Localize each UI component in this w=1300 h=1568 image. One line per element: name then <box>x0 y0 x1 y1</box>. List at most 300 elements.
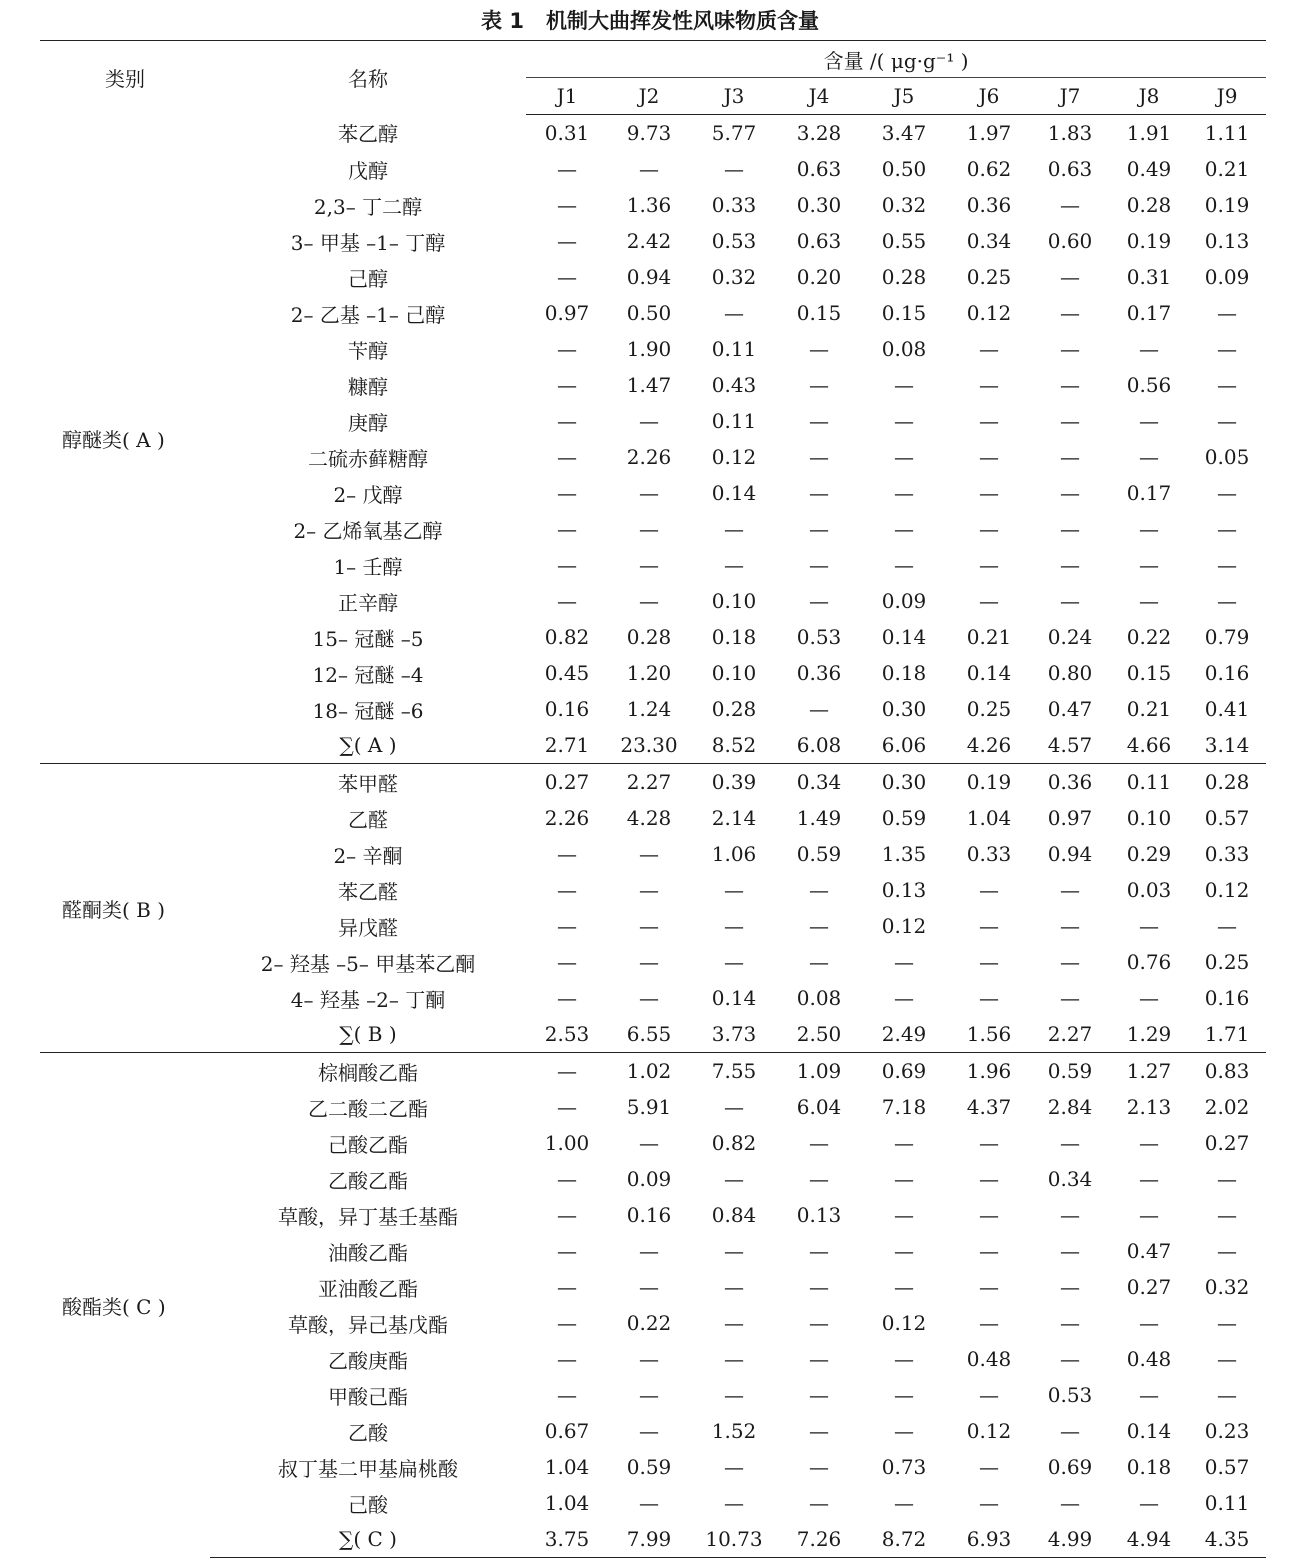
value-cell: 1.11 <box>1204 121 1250 145</box>
value-cell: — <box>724 1347 744 1371</box>
value-cell: 2.84 <box>1047 1095 1093 1119</box>
value-cell: — <box>724 878 744 902</box>
value-cell: — <box>894 553 914 577</box>
value-cell: 0.36 <box>796 661 842 685</box>
value-cell: 2.71 <box>544 733 590 757</box>
value-cell: — <box>557 409 577 433</box>
table-number: 表 1 <box>481 9 524 33</box>
compound-name: 糠醇 <box>348 374 388 399</box>
table-row <box>40 980 1266 1016</box>
value-cell: — <box>557 265 577 289</box>
value-cell: — <box>1139 1311 1159 1335</box>
value-cell: — <box>894 1275 914 1299</box>
value-cell: — <box>1217 1347 1238 1371</box>
value-cell: — <box>724 1095 744 1119</box>
table-title <box>0 8 1300 34</box>
value-cell: 4.35 <box>1188 1521 1266 1558</box>
value-cell: — <box>639 878 659 902</box>
value-cell: — <box>1217 1311 1238 1335</box>
value-cell: — <box>724 517 744 541</box>
value-cell: 0.25 <box>1204 950 1250 974</box>
value-cell: — <box>894 1491 914 1515</box>
table-row <box>40 872 1266 908</box>
value-cell: 0.34 <box>1047 1167 1093 1191</box>
value-cell: 7.99 <box>608 1521 690 1558</box>
table-row <box>40 908 1266 944</box>
value-cell: — <box>557 229 577 253</box>
value-cell: 0.45 <box>544 661 590 685</box>
table-row <box>40 1016 1266 1053</box>
value-cell: — <box>809 1419 829 1443</box>
value-cell: 1.36 <box>626 193 672 217</box>
value-cell: 0.49 <box>1126 157 1172 181</box>
value-cell: — <box>639 1347 659 1371</box>
value-cell: — <box>557 986 577 1010</box>
value-cell: 0.08 <box>796 986 842 1010</box>
value-cell: — <box>639 1131 659 1155</box>
value-cell: — <box>809 373 829 397</box>
value-cell: 0.20 <box>796 265 842 289</box>
value-cell: 0.12 <box>1204 878 1250 902</box>
compound-name: 15– 冠醚 –5 <box>312 626 424 651</box>
value-cell: — <box>1060 193 1080 217</box>
value-cell: 1.71 <box>1204 1022 1250 1046</box>
value-cell: — <box>979 1203 999 1227</box>
compound-name: 油酸乙酯 <box>328 1240 408 1265</box>
value-cell: — <box>639 517 659 541</box>
value-cell: 0.25 <box>966 265 1012 289</box>
value-cell: 0.14 <box>711 986 757 1010</box>
header-sample-j3: J3 <box>690 78 778 115</box>
compound-name: 叔丁基二甲基扁桃酸 <box>278 1456 458 1481</box>
value-cell: 2.02 <box>1204 1095 1250 1119</box>
value-cell: 0.73 <box>881 1455 927 1479</box>
value-cell: 0.50 <box>626 301 672 325</box>
compound-name: 2– 羟基 –5– 甲基苯乙酮 <box>260 951 476 976</box>
value-cell: — <box>1060 481 1080 505</box>
value-cell: 0.59 <box>626 1455 672 1479</box>
value-cell: — <box>1060 1203 1080 1227</box>
value-cell: — <box>557 517 577 541</box>
value-cell: — <box>724 1167 744 1191</box>
value-cell: 4.94 <box>1110 1521 1188 1558</box>
value-cell: 0.28 <box>881 265 927 289</box>
value-cell: 0.62 <box>966 157 1012 181</box>
compound-name: 亚油酸乙酯 <box>318 1276 418 1301</box>
compound-name: 2– 辛酮 <box>333 843 403 868</box>
table-row <box>40 764 1266 801</box>
compound-name: 乙醛 <box>348 807 388 832</box>
compound-name: 18– 冠醚 –6 <box>312 698 424 723</box>
value-cell: 1.04 <box>544 1491 590 1515</box>
value-cell: — <box>557 1095 577 1119</box>
value-cell: — <box>1139 409 1159 433</box>
table-row <box>40 1485 1266 1521</box>
value-cell: — <box>724 950 744 974</box>
value-cell: 0.12 <box>966 1419 1012 1443</box>
value-cell: 0.12 <box>966 301 1012 325</box>
value-cell: 4.57 <box>1047 733 1093 757</box>
value-cell: 1.52 <box>711 1419 757 1443</box>
value-cell: 10.73 <box>690 1521 778 1558</box>
header-category: 类别 <box>40 41 210 115</box>
value-cell: — <box>1217 481 1238 505</box>
value-cell: 2.27 <box>608 764 690 801</box>
table-row <box>40 223 1266 259</box>
value-cell: 0.27 <box>1204 1131 1250 1155</box>
value-cell: — <box>979 986 999 1010</box>
value-cell: 0.10 <box>711 661 757 685</box>
value-cell: 0.55 <box>881 229 927 253</box>
value-cell: — <box>1060 337 1080 361</box>
table-row <box>40 1521 1266 1558</box>
value-cell: — <box>1217 589 1238 613</box>
value-cell: — <box>1060 1419 1080 1443</box>
value-cell: — <box>1217 301 1238 325</box>
value-cell: 6.55 <box>626 1022 672 1046</box>
value-cell: 0.15 <box>1126 661 1172 685</box>
table-row <box>40 1449 1266 1485</box>
value-cell: 0.12 <box>881 914 927 938</box>
value-cell: 6.04 <box>796 1095 842 1119</box>
compound-name: 棕榈酸乙酯 <box>210 1053 526 1090</box>
value-cell: — <box>526 1053 608 1090</box>
value-cell: — <box>894 481 914 505</box>
compound-name: 己醇 <box>348 266 388 291</box>
value-cell: 0.33 <box>966 842 1012 866</box>
table-row <box>40 800 1266 836</box>
value-cell: 0.19 <box>1126 229 1172 253</box>
header-sample-j9: J9 <box>1188 78 1266 115</box>
value-cell: — <box>1060 1311 1080 1335</box>
value-cell: — <box>1139 337 1159 361</box>
value-cell: 0.11 <box>711 337 757 361</box>
value-cell: — <box>809 589 829 613</box>
value-cell: 0.31 <box>1126 265 1172 289</box>
compound-name: 苯乙醛 <box>338 879 398 904</box>
value-cell: — <box>724 157 744 181</box>
value-cell: 4.99 <box>1030 1521 1110 1558</box>
value-cell: 3.73 <box>711 1022 757 1046</box>
table-row <box>40 1233 1266 1269</box>
value-cell: 0.56 <box>1126 373 1172 397</box>
value-cell: 1.06 <box>711 842 757 866</box>
value-cell: — <box>809 409 829 433</box>
value-cell: 0.28 <box>1126 193 1172 217</box>
value-cell: — <box>979 445 999 469</box>
value-cell: — <box>724 1491 744 1515</box>
value-cell: — <box>1217 553 1238 577</box>
value-cell: — <box>639 986 659 1010</box>
value-cell: 1.00 <box>544 1131 590 1155</box>
compound-name: 2,3– 丁二醇 <box>313 194 423 219</box>
header-sample-j7: J7 <box>1030 78 1110 115</box>
table-row <box>40 403 1266 439</box>
value-cell: — <box>809 914 829 938</box>
value-cell: — <box>1060 265 1080 289</box>
value-cell: 0.34 <box>778 764 860 801</box>
value-cell: 0.14 <box>1126 1419 1172 1443</box>
value-cell: — <box>1060 445 1080 469</box>
table-row <box>40 1197 1266 1233</box>
value-cell: 8.72 <box>860 1521 948 1558</box>
value-cell: 0.69 <box>860 1053 948 1090</box>
value-cell: 0.14 <box>711 481 757 505</box>
value-cell: — <box>809 337 829 361</box>
value-cell: 0.22 <box>1126 625 1172 649</box>
value-cell: — <box>724 1275 744 1299</box>
value-cell: — <box>979 950 999 974</box>
compound-name: 甲酸己酯 <box>328 1384 408 1409</box>
value-cell: — <box>1139 1131 1159 1155</box>
value-cell: 0.82 <box>544 625 590 649</box>
value-cell: — <box>809 517 829 541</box>
header-sample-j5: J5 <box>860 78 948 115</box>
value-cell: — <box>639 553 659 577</box>
value-cell: 5.91 <box>626 1095 672 1119</box>
value-cell: — <box>557 878 577 902</box>
value-cell: 3.14 <box>1204 733 1250 757</box>
table-row <box>40 944 1266 980</box>
value-cell: 0.50 <box>881 157 927 181</box>
value-cell: 0.41 <box>1204 697 1250 721</box>
value-cell: 0.97 <box>1047 806 1093 830</box>
compound-name: 2– 乙基 –1– 己醇 <box>290 302 446 327</box>
table-row <box>40 1377 1266 1413</box>
value-cell: — <box>1060 1491 1080 1515</box>
value-cell: 2.26 <box>544 806 590 830</box>
volatile-flavor-table <box>40 40 1266 1558</box>
table-row <box>40 1053 1266 1090</box>
value-cell: — <box>639 589 659 613</box>
value-cell: 7.55 <box>690 1053 778 1090</box>
compound-name: 乙酸 <box>348 1420 388 1445</box>
value-cell: — <box>894 1347 914 1371</box>
compound-name: 乙酸乙酯 <box>328 1168 408 1193</box>
category-cell: 酸酯类( C ) <box>40 1053 210 1558</box>
value-cell: — <box>1060 1131 1080 1155</box>
value-cell: — <box>1139 1203 1159 1227</box>
value-cell: 0.59 <box>881 806 927 830</box>
header-sample-j6: J6 <box>948 78 1030 115</box>
value-cell: — <box>1217 337 1238 361</box>
table-row <box>40 151 1266 187</box>
value-cell: 2.14 <box>711 806 757 830</box>
value-cell: — <box>979 1491 999 1515</box>
value-cell: — <box>557 1167 577 1191</box>
table-row <box>40 836 1266 872</box>
value-cell: 0.08 <box>881 337 927 361</box>
compound-name: 庚醇 <box>348 410 388 435</box>
table-row <box>40 439 1266 475</box>
table-row <box>40 475 1266 511</box>
value-cell: 1.97 <box>966 121 1012 145</box>
value-cell: 0.27 <box>1126 1275 1172 1299</box>
value-cell: 0.28 <box>1188 764 1266 801</box>
value-cell: — <box>894 1383 914 1407</box>
value-cell: — <box>979 914 999 938</box>
value-cell: — <box>1217 517 1238 541</box>
value-cell: 0.25 <box>966 697 1012 721</box>
value-cell: 0.28 <box>626 625 672 649</box>
value-cell: — <box>979 1455 999 1479</box>
value-cell: 0.19 <box>948 764 1030 801</box>
compound-name: 正辛醇 <box>338 590 398 615</box>
value-cell: — <box>639 842 659 866</box>
value-cell: 0.23 <box>1204 1419 1250 1443</box>
value-cell: — <box>724 1383 744 1407</box>
table-row <box>40 1305 1266 1341</box>
table-row <box>40 367 1266 403</box>
value-cell: — <box>894 409 914 433</box>
value-cell: 0.27 <box>526 764 608 801</box>
value-cell: 1.09 <box>778 1053 860 1090</box>
compound-name: 戊醇 <box>348 158 388 183</box>
value-cell: 0.53 <box>796 625 842 649</box>
value-cell: — <box>894 1131 914 1155</box>
value-cell: 0.34 <box>966 229 1012 253</box>
value-cell: — <box>639 1491 659 1515</box>
value-cell: — <box>639 1419 659 1443</box>
value-cell: 2.13 <box>1126 1095 1172 1119</box>
value-cell: — <box>639 157 659 181</box>
value-cell: 5.77 <box>711 121 757 145</box>
value-cell: — <box>1060 878 1080 902</box>
value-cell: 0.30 <box>881 697 927 721</box>
value-cell: 0.16 <box>1204 661 1250 685</box>
value-cell: 0.15 <box>881 301 927 325</box>
value-cell: — <box>979 1383 999 1407</box>
compound-name: 己酸乙酯 <box>328 1132 408 1157</box>
compound-name: 苯甲醛 <box>210 764 526 801</box>
value-cell: — <box>1060 589 1080 613</box>
value-cell: 0.09 <box>626 1167 672 1191</box>
table-row <box>40 1341 1266 1377</box>
value-cell: — <box>639 481 659 505</box>
value-cell: 0.09 <box>1204 265 1250 289</box>
value-cell: 1.49 <box>796 806 842 830</box>
compound-name: 2– 戊醇 <box>333 482 403 507</box>
value-cell: 0.39 <box>690 764 778 801</box>
value-cell: — <box>1060 409 1080 433</box>
value-cell: 1.27 <box>1110 1053 1188 1090</box>
value-cell: 0.30 <box>796 193 842 217</box>
value-cell: 0.09 <box>881 589 927 613</box>
value-cell: 0.12 <box>711 445 757 469</box>
value-cell: 0.10 <box>1126 806 1172 830</box>
value-cell: 2.27 <box>1047 1022 1093 1046</box>
value-cell: — <box>809 1311 829 1335</box>
value-cell: — <box>1060 373 1080 397</box>
value-cell: — <box>1060 986 1080 1010</box>
category-cell: 醇醚类( A ) <box>62 428 165 453</box>
table-row <box>40 655 1266 691</box>
value-cell: 4.26 <box>966 733 1012 757</box>
compound-name: ∑( B ) <box>339 1022 397 1046</box>
value-cell: — <box>1217 1239 1238 1263</box>
header-sample-j8: J8 <box>1110 78 1188 115</box>
value-cell: 1.04 <box>966 806 1012 830</box>
value-cell: 0.11 <box>1110 764 1188 801</box>
value-cell: — <box>724 1311 744 1335</box>
value-cell: 3.75 <box>526 1521 608 1558</box>
value-cell: — <box>1139 1167 1159 1191</box>
value-cell: — <box>1139 517 1159 541</box>
value-cell: — <box>1060 950 1080 974</box>
value-cell: — <box>1060 1275 1080 1299</box>
value-cell: — <box>557 1347 577 1371</box>
value-cell: 0.03 <box>1126 878 1172 902</box>
table-row <box>40 691 1266 727</box>
value-cell: — <box>809 1275 829 1299</box>
value-cell: 0.57 <box>1204 1455 1250 1479</box>
value-cell: 4.28 <box>626 806 672 830</box>
value-cell: — <box>894 1203 914 1227</box>
value-cell: 1.24 <box>626 697 672 721</box>
value-cell: 0.33 <box>711 193 757 217</box>
value-cell: 1.90 <box>626 337 672 361</box>
value-cell: 0.63 <box>1047 157 1093 181</box>
table-row <box>40 1413 1266 1449</box>
value-cell: 1.29 <box>1126 1022 1172 1046</box>
value-cell: 0.17 <box>1126 481 1172 505</box>
value-cell: — <box>1139 445 1159 469</box>
compound-name: 异戊醛 <box>338 915 398 940</box>
value-cell: — <box>894 1167 914 1191</box>
value-cell: 0.14 <box>966 661 1012 685</box>
value-cell: 4.66 <box>1126 733 1172 757</box>
value-cell: — <box>557 1239 577 1263</box>
value-cell: — <box>1217 409 1238 433</box>
value-cell: 1.04 <box>544 1455 590 1479</box>
value-cell: — <box>979 517 999 541</box>
value-cell: 7.18 <box>881 1095 927 1119</box>
value-cell: — <box>557 589 577 613</box>
value-cell: — <box>1217 1383 1238 1407</box>
value-cell: 0.18 <box>711 625 757 649</box>
value-cell: 1.35 <box>881 842 927 866</box>
compound-name: 2– 乙烯氧基乙醇 <box>293 518 443 543</box>
value-cell: — <box>979 481 999 505</box>
value-cell: 6.93 <box>948 1521 1030 1558</box>
value-cell: 0.13 <box>796 1203 842 1227</box>
value-cell: 0.43 <box>711 373 757 397</box>
value-cell: 7.26 <box>778 1521 860 1558</box>
value-cell: 3.28 <box>796 121 842 145</box>
value-cell: 23.30 <box>620 733 678 757</box>
value-cell: — <box>809 1131 829 1155</box>
value-cell: — <box>809 1491 829 1515</box>
compound-name: 己酸 <box>348 1492 388 1517</box>
value-cell: — <box>557 553 577 577</box>
value-cell: — <box>639 1383 659 1407</box>
value-cell: 0.79 <box>1204 625 1250 649</box>
value-cell: 0.63 <box>796 157 842 181</box>
value-cell: 0.21 <box>1126 697 1172 721</box>
value-cell: 0.48 <box>966 1347 1012 1371</box>
value-cell: — <box>724 301 744 325</box>
value-cell: — <box>809 1383 829 1407</box>
value-cell: — <box>724 1239 744 1263</box>
value-cell: — <box>639 1239 659 1263</box>
table-row <box>40 115 1266 152</box>
value-cell: 1.20 <box>626 661 672 685</box>
value-cell: — <box>557 481 577 505</box>
header-sample-j2: J2 <box>608 78 690 115</box>
value-cell: — <box>979 409 999 433</box>
value-cell: — <box>894 517 914 541</box>
value-cell: — <box>894 445 914 469</box>
